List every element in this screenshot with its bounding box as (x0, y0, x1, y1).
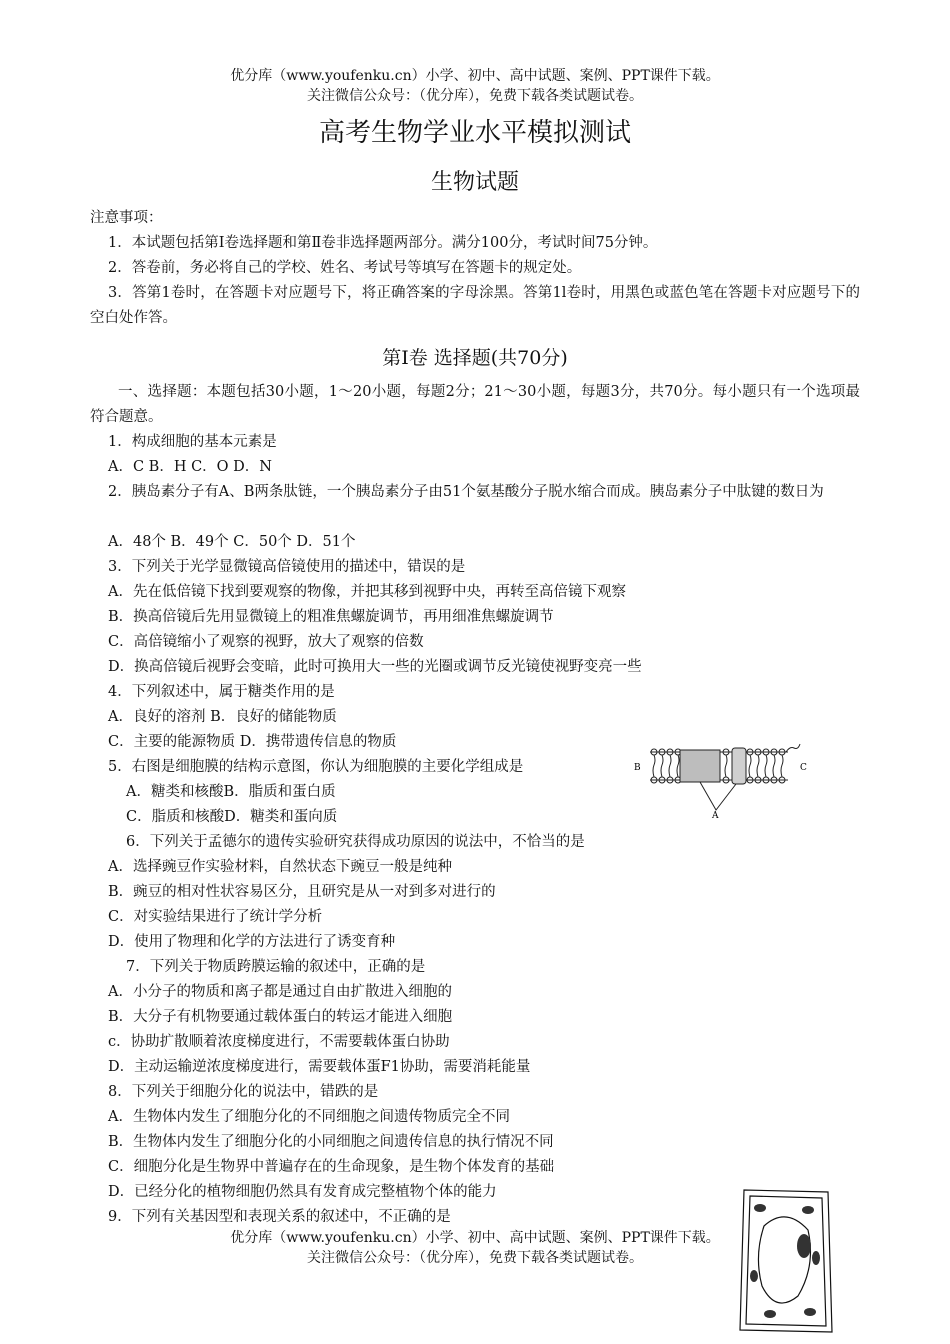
q6-option-c: C．对实验结果进行了统计学分析 (108, 909, 323, 925)
q4-stem: 4．下列叙述中，属于糖类作用的是 (108, 684, 335, 700)
lipid-tail (773, 755, 775, 777)
q1-options: A．C B．H C．O D．N (108, 459, 272, 475)
q8-option-a: A．生物体内发生了细胞分化的不同细胞之间遗传物质完全不同 (108, 1109, 510, 1125)
section-instructions: 一、选择题：本题包括30小题，1～20小题，每题2分；21～30小题，每题3分，共70分。每小题只有一个选项最符合题意。 (90, 384, 860, 425)
q2-stem: 2．胰岛素分子有A、B两条肽链，一个胰岛素分子由51个氨基酸分子脱水缩合而成。胰岛素分子中肽键的数日为 (108, 484, 824, 500)
lipid-tail (661, 755, 663, 777)
lipid-tail (725, 755, 727, 777)
q7-option-b: B．大分子有机物要通过载体蛋白的转运才能进入细胞 (108, 1009, 453, 1025)
q8-option-c: C．细胞分化是生物界中普遍存在的生命现象，是生物个体发育的基础 (108, 1159, 555, 1175)
q3-option-c: C．高倍镜缩小了观察的视野，放大了观察的倍数 (108, 634, 424, 650)
q7-option-d: D．主动运输逆浓度梯度进行，需要载体蛋F1协助，需要消耗能量 (108, 1059, 531, 1075)
q9-stem: 9．下列有关基因型和表现关系的叙述中，不正确的是 (108, 1209, 451, 1225)
cell-membrane-figure (628, 740, 818, 820)
q8-stem: 8．下列关于细胞分化的说法中，错跌的是 (108, 1084, 379, 1100)
q7-stem: 7．下列关于物质跨膜运输的叙述中，正确的是 (126, 959, 426, 975)
lipid-tail (653, 755, 655, 777)
notice-item-3: 3．答第1卷时，在答题卡对应题号下，将正确答案的字母涂黑。答第1l卷时，用黑色或蓝色笔在答题卡对应题号下的空白处作答。 (90, 285, 860, 326)
header-line-1: 优分库（www.youfenku.cn）小学、初中、高中试题、案例、PPT课件下载。 (230, 68, 720, 84)
footer-line-2: 关注微信公众号：（优分库），免费下载各类试题试卷。 (307, 1250, 643, 1266)
q6-option-b: B．豌豆的相对性状容易区分，且研究是从一对到多对进行的 (108, 884, 496, 900)
q6-option-d: D．使用了物理和化学的方法进行了诱变育种 (108, 934, 396, 950)
notice-heading: 注意事项： (90, 210, 163, 226)
q2-options: A．48个 B．49个 C．50个 D．51个 (108, 534, 356, 550)
q1-stem: 1．构成细胞的基本元素是 (108, 434, 277, 450)
lipid-tail (757, 755, 759, 777)
q7-option-a: A．小分子的物质和离子都是通过自由扩散进入细胞的 (108, 984, 452, 1000)
q8-option-d: D．已经分化的植物细胞仍然具有发育成完整植物个体的能力 (108, 1184, 497, 1200)
q3-stem: 3．下列关于光学显微镜高倍镜使用的描述中，错误的是 (108, 559, 466, 575)
lipid-tail (781, 755, 783, 777)
figure-label-c: C (800, 763, 807, 773)
figure-label-b: B (634, 763, 641, 773)
q4-options-ab: A．良好的溶剂 B．良好的储能物质 (108, 709, 337, 725)
q5-options-ab: A．糖类和核酸B．脂质和蛋白质 (126, 784, 336, 800)
q7-option-c: c．协助扩散顺着浓度梯度进行，不需要载体蛋白协助 (108, 1034, 450, 1050)
header-line-2: 关注微信公众号：（优分库），免费下载各类试题试卷。 (307, 88, 643, 104)
q5-stem: 5．右图是细胞膜的结构示意图，你认为细胞膜的主要化学组成是 (108, 759, 524, 775)
exam-title: 高考生物学业水平模拟测试 (318, 118, 631, 148)
q3-option-b: B．换高倍镜后先用显微镜上的粗准焦螺旋调节，再用细准焦螺旋调节 (108, 609, 554, 625)
lipid-tail (765, 755, 767, 777)
exam-subtitle: 生物试题 (430, 170, 519, 195)
lipid-tail (677, 755, 679, 777)
q4-options-cd: C．主要的能源物质 D．携带遗传信息的物质 (108, 734, 397, 750)
figure-label-a: A (712, 811, 719, 820)
q5-options-cd: C．脂质和核酸D．糖类和蛋向质 (126, 809, 338, 825)
q3-option-d: D．换高倍镜后视野会变暗，此时可换用大一些的光圈或调节反光镜使视野变亮一些 (108, 659, 642, 675)
q3-option-a: A．先在低倍镜下找到要观察的物像，并把其移到视野中央，再转至高倍镜下观察 (108, 584, 626, 600)
footer-line-1: 优分库（www.youfenku.cn）小学、初中、高中试题、案例、PPT课件下载。 (230, 1230, 720, 1246)
lipid-tail (669, 755, 671, 777)
notice-item-2: 2．答卷前，务必将自己的学校、姓名、考试号等填写在答题卡的规定处。 (108, 260, 582, 276)
notice-item-1: 1．本试题包括第Ⅰ卷选择题和第Ⅱ卷非选择题两部分。满分100分，考试时间75分钟。 (108, 235, 658, 251)
section-title: 第Ⅰ卷 选择题(共70分) (382, 347, 568, 369)
q6-stem: 6．下列关于孟德尔的遗传实验研究获得成功原因的说法中，不恰当的是 (126, 834, 585, 850)
lipid-tail (749, 755, 751, 777)
q6-option-a: A．选择豌豆作实验材料，自然状态下豌豆一般是纯种 (108, 859, 452, 875)
q8-option-b: B．生物体内发生了细胞分化的小同细胞之间遗传信息的执行情况不同 (108, 1134, 554, 1150)
